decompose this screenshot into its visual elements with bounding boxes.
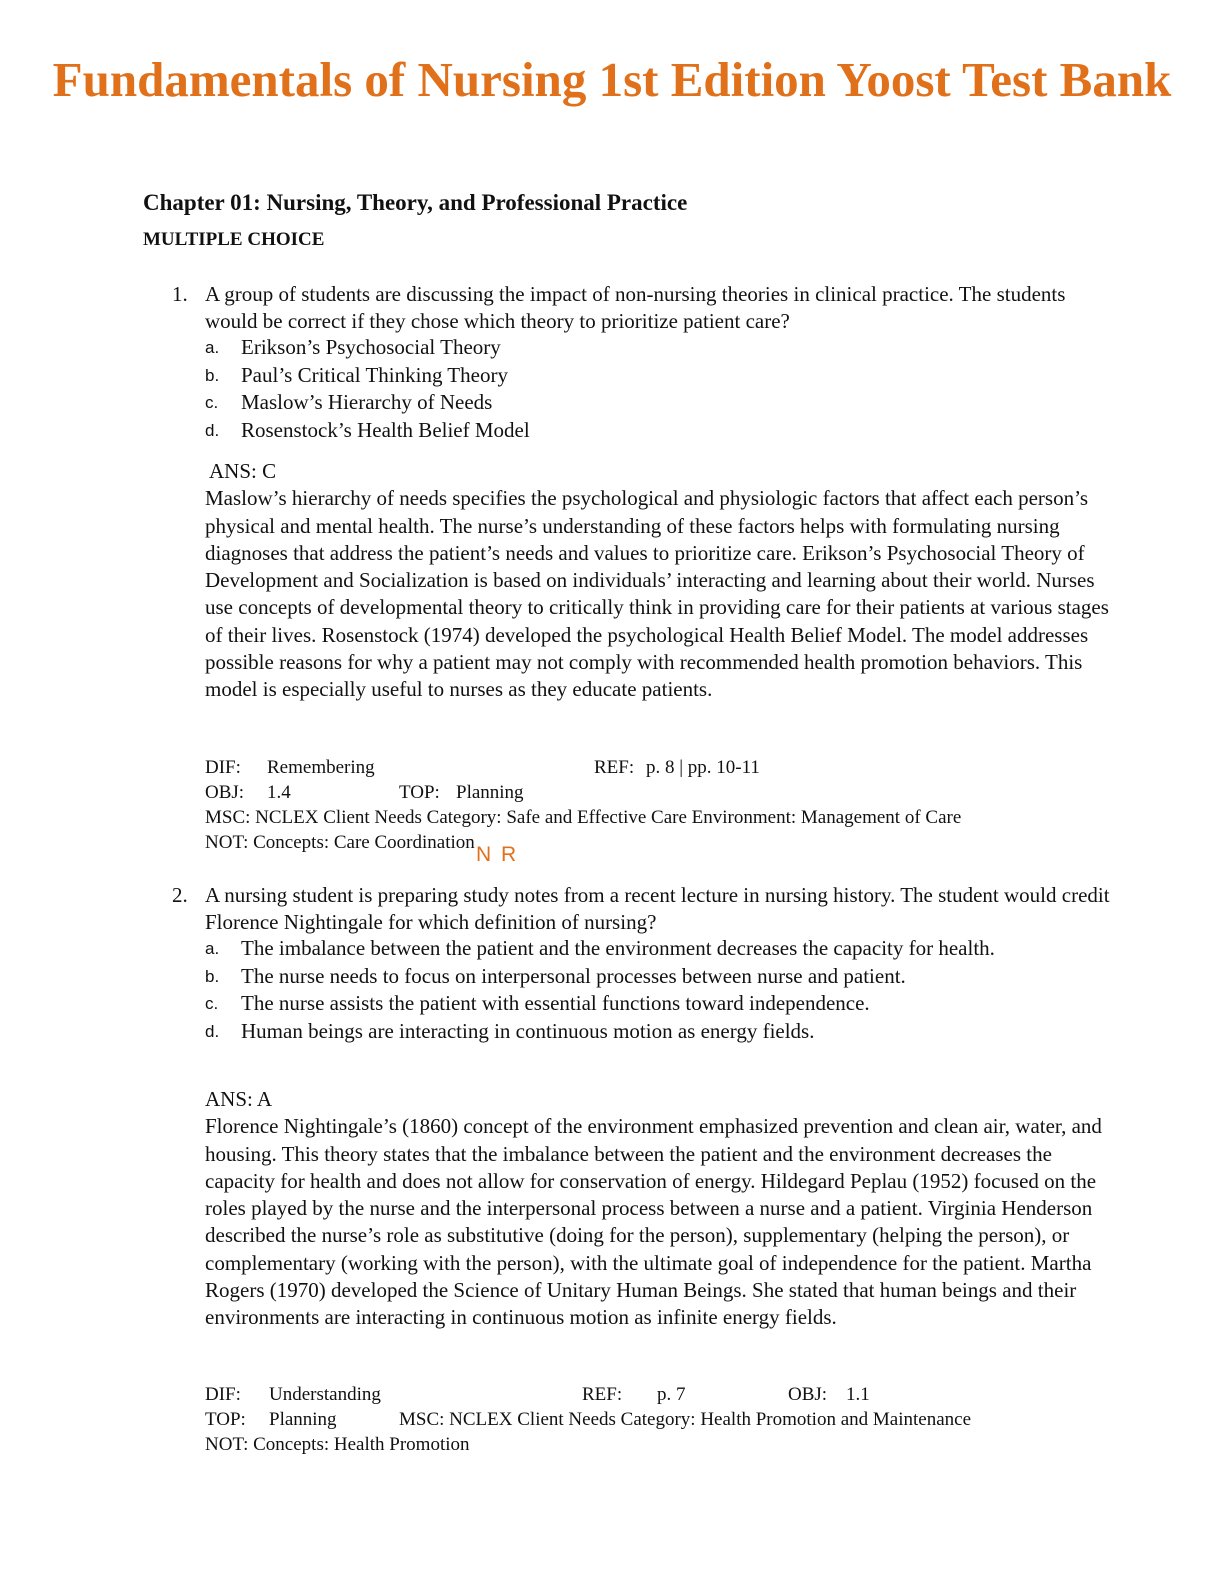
option-text: The nurse needs to focus on interpersonal processes between nurse and patient. [241, 963, 906, 988]
answer-key: ANS: C [209, 459, 277, 483]
dif-label: DIF: [205, 1384, 241, 1405]
dif-value: Remembering [267, 757, 375, 778]
question-number: 2. [172, 883, 188, 907]
option-text: Rosenstock’s Health Belief Model [241, 417, 530, 442]
option-c [205, 389, 1110, 417]
not-line: NOT: Concepts: Health Promotion [205, 1434, 470, 1455]
option-d [205, 417, 1110, 445]
option-letter: d. [205, 1021, 220, 1041]
ref-value: p. 8 | pp. 10-11 [646, 757, 760, 778]
option-b [205, 963, 1110, 991]
obj-label: OBJ: [205, 782, 245, 803]
option-text: Erikson’s Psychosocial Theory [241, 335, 501, 359]
option-letter: c. [205, 994, 219, 1013]
option-text: Maslow’s Hierarchy of Needs [241, 390, 493, 414]
top-value: Planning [269, 1409, 337, 1430]
option-b [205, 362, 1110, 390]
option-letter: d. [205, 420, 220, 440]
msc-line: MSC: NCLEX Client Needs Category: Health Promotion and Maintenance [399, 1409, 972, 1430]
top-label: TOP: [399, 782, 440, 803]
dif-value: Understanding [269, 1384, 381, 1405]
option-text: Paul’s Critical Thinking Theory [241, 362, 508, 387]
option-a [205, 334, 1110, 362]
rationale: Maslow’s hierarchy of needs specifies the psychological and physiologic factors that affect each person’s physical and mental health. The nurse’s understanding of these factors helps with formulating nursing diagnoses that address the patient’s needs and values to prioritize care. Erikson’s Psychosocial Theory of Development and Socialization is based on individuals’ interacting and learning about their world. Nurses use concepts of developmental theory to critically think in providing care for their patients at various stages of their lives. Rosenstock (1974) developed the psychological Health Belief Model. The model addresses possible reasons for why a patient may not comply with recommended health promotion behaviors. This model is especially useful to nurses as they educate patients. [205, 486, 1109, 702]
rationale: Florence Nightingale’s (1860) concept of the environment emphasized prevention and clean air, water, and housing. This theory states that the imbalance between the patient and the environment decreases the capacity for health and does not allow for conservation of energy. Hildegard Peplau (1952) focused on the roles played by the nurse and the interpersonal process between a nurse and a patient. Virginia Henderson described the nurse’s role as substitutive (doing for the person), supplementary (helping the person), or complementary (working with the person), with the ultimate goal of independence for the patient. Martha Rogers (1970) developed the Science of Unitary Human Beings. She stated that human beings and their environments are interacting in continuous motion as infinite energy fields. [205, 1114, 1102, 1330]
option-letter: a. [205, 338, 220, 357]
obj-value: 1.4 [267, 782, 291, 803]
options-list [205, 935, 1110, 1045]
option-text: The nurse assists the patient with essential functions toward independence. [241, 991, 870, 1015]
option-letter: a. [205, 939, 220, 958]
not-line: NOT: Concepts: Care Coordination [205, 832, 475, 853]
dif-label: DIF: [205, 757, 241, 778]
ref-label: REF: [582, 1384, 623, 1405]
option-letter: b. [205, 966, 220, 986]
question-number: 1. [172, 282, 188, 306]
question-text: A nursing student is preparing study notes from a recent lecture in nursing history. The student would credit Florence Nightingale for which definition of nursing? [205, 883, 1110, 934]
top-label: TOP: [205, 1409, 246, 1430]
answer-block [205, 458, 1110, 704]
ref-label: REF: [594, 757, 635, 778]
option-text: The imbalance between the patient and the environment decreases the capacity for health. [241, 936, 995, 960]
watermark: N R [476, 843, 519, 866]
ref-value: p. 7 [657, 1384, 686, 1405]
option-a [205, 935, 1110, 963]
option-d [205, 1018, 1110, 1046]
metadata-block [205, 1382, 1110, 1457]
metadata-block [205, 755, 1110, 855]
chapter-heading: Chapter 01: Nursing, Theory, and Professional Practice [143, 190, 688, 215]
top-value: Planning [456, 782, 524, 803]
answer-key: ANS: A [205, 1087, 273, 1111]
option-c [205, 990, 1110, 1018]
msc-line: MSC: NCLEX Client Needs Category: Safe and Effective Care Environment: Management of Care [205, 807, 962, 828]
options-list [205, 334, 1110, 444]
question-text: A group of students are discussing the impact of non-nursing theories in clinical practice. The students would be correct if they chose which theory to prioritize patient care? [205, 282, 1066, 333]
option-letter: b. [205, 365, 220, 385]
obj-label: OBJ: [788, 1384, 828, 1405]
option-text: Human beings are interacting in continuous motion as energy fields. [241, 1018, 815, 1043]
option-letter: c. [205, 393, 219, 412]
answer-block [205, 1086, 1110, 1332]
document-title: Fundamentals of Nursing 1st Edition Yoost Test Bank [52, 52, 1172, 107]
obj-value: 1.1 [846, 1384, 870, 1405]
section-heading: MULTIPLE CHOICE [143, 229, 325, 250]
